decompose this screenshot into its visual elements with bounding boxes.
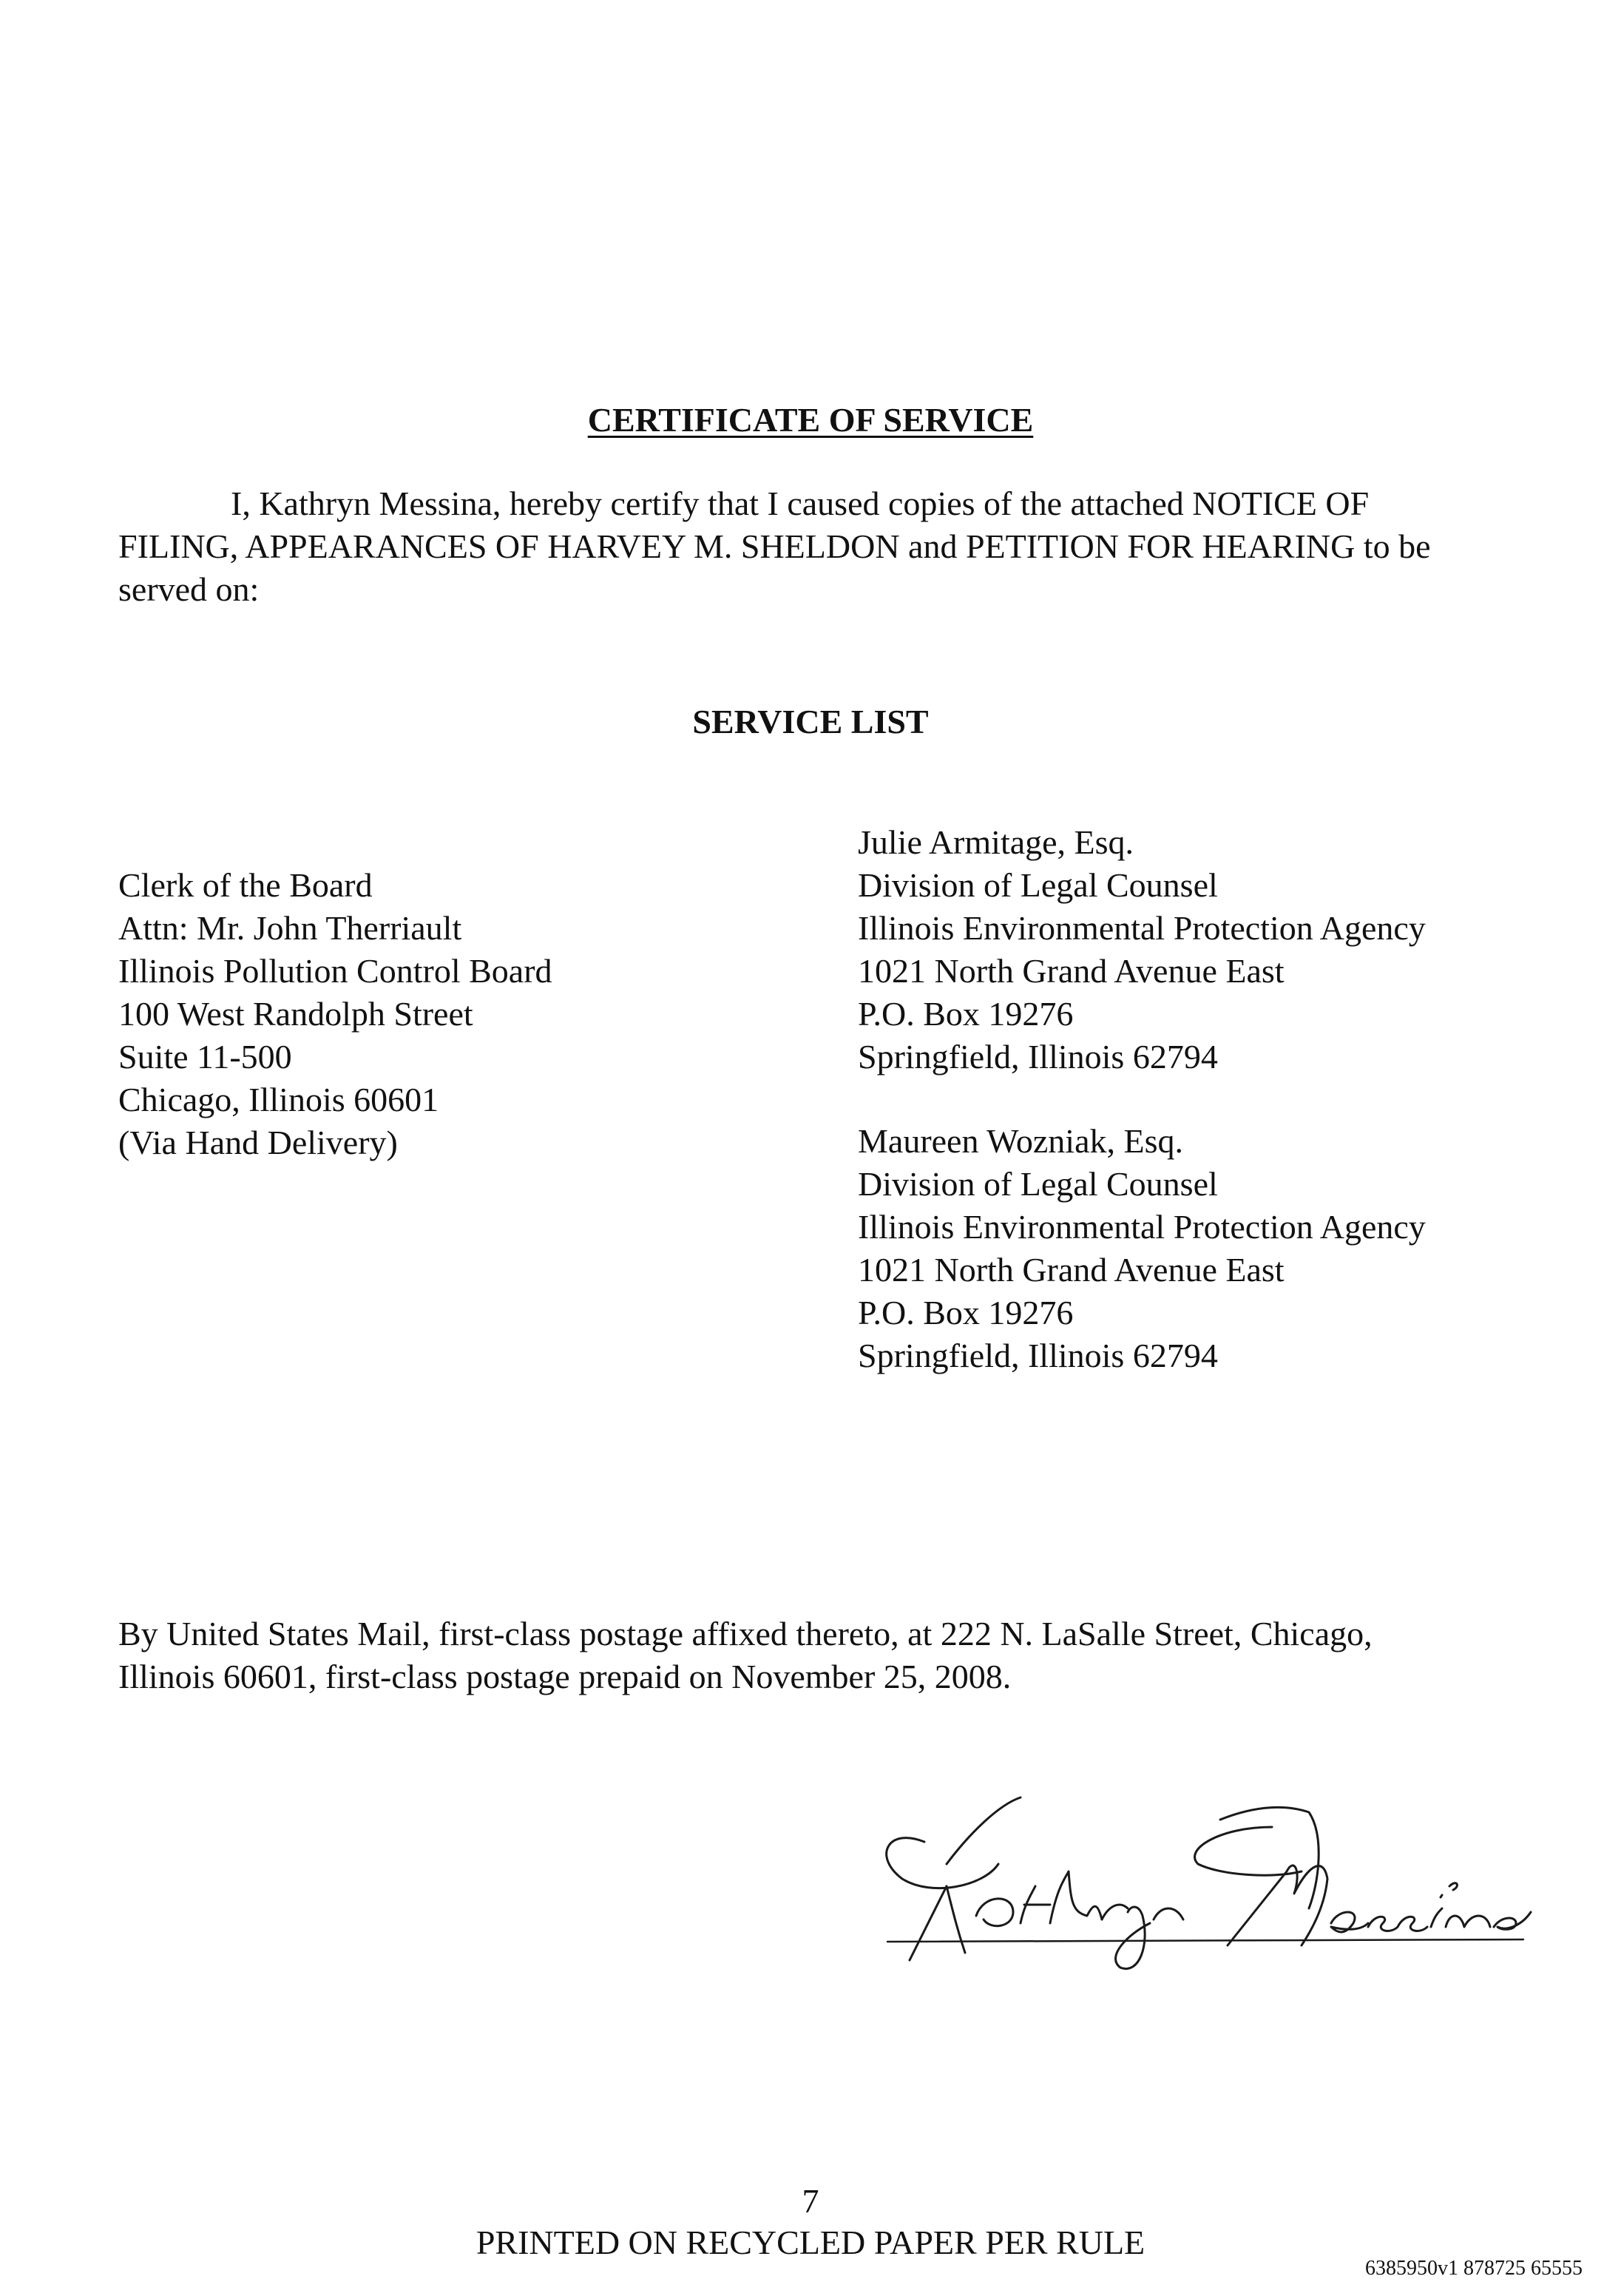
mailing-line: Illinois 60601, first-class postage prepaid on November 25, 2008. <box>118 1658 1012 1695</box>
recipient-julie-armitage <box>858 821 1426 1078</box>
signature-stroke <box>1446 1916 1490 1927</box>
address-line: Division of Legal Counsel <box>858 1165 1218 1203</box>
signature-stroke <box>1228 1866 1327 1945</box>
signature-stroke <box>947 1886 965 1953</box>
address-line: Suite 11-500 <box>118 1038 292 1076</box>
document-id: 6385950v1 878725 65555 <box>1365 2257 1583 2280</box>
page-number: 7 <box>802 2182 819 2220</box>
paragraph-line: FILING, APPEARANCES OF HARVEY M. SHELDON and PETITION FOR HEARING to be <box>118 527 1431 565</box>
signature-stroke <box>1102 1905 1128 1919</box>
recipient-maureen-wozniak <box>858 1120 1426 1377</box>
certificate-title <box>0 399 1621 441</box>
signature-stroke <box>910 1886 947 1960</box>
address-line: Chicago, Illinois 60601 <box>118 1081 439 1118</box>
signature-stroke <box>1431 1895 1442 1927</box>
signature-stroke <box>1154 1908 1183 1919</box>
certificate-title-text: CERTIFICATE OF SERVICE <box>587 401 1034 439</box>
service-list-title <box>0 701 1621 743</box>
address-line: Julie Armitage, Esq. <box>858 823 1134 861</box>
signature-stroke <box>1368 1917 1427 1931</box>
address-line: P.O. Box 19276 <box>858 1294 1074 1331</box>
paragraph-line: served on: <box>118 570 260 608</box>
paragraph-line: I, Kathryn Messina, hereby certify that I caused copies of the attached NOTICE OF <box>231 484 1370 522</box>
mailing-line: By United States Mail, first-class postage affixed thereto, at 222 N. LaSalle Street, Chicago, <box>118 1615 1373 1652</box>
footer-note: PRINTED ON RECYCLED PAPER PER RULE <box>476 2224 1145 2261</box>
certificate-paragraph <box>118 482 1568 611</box>
signature-stroke <box>1195 1827 1302 1875</box>
signature-stroke <box>887 1838 998 1888</box>
signature-stroke <box>1116 1907 1150 1969</box>
address-line: Clerk of the Board <box>118 866 373 904</box>
address-line: 1021 North Grand Avenue East <box>858 952 1285 990</box>
signature-stroke <box>976 1899 1013 1926</box>
mailing-statement <box>118 1613 1568 1698</box>
address-line: 100 West Randolph Street <box>118 995 473 1033</box>
handwritten-signature <box>873 1775 1538 1982</box>
signature-stroke <box>1331 1912 1368 1932</box>
address-line: Illinois Environmental Protection Agency <box>858 909 1426 947</box>
address-line: Attn: Mr. John Therriault <box>118 909 462 947</box>
recipient-clerk-of-board <box>118 864 552 1164</box>
signature-stroke <box>1494 1912 1531 1929</box>
address-line: Springfield, Illinois 62794 <box>858 1038 1218 1076</box>
address-line: P.O. Box 19276 <box>858 995 1074 1033</box>
signature-stroke <box>1449 1883 1457 1890</box>
signature-stroke <box>1050 1871 1102 1923</box>
address-line: Illinois Environmental Protection Agency <box>858 1208 1426 1246</box>
address-line: 1021 North Grand Avenue East <box>858 1251 1285 1289</box>
address-line: Maureen Wozniak, Esq. <box>858 1122 1183 1160</box>
signature-stroke <box>1021 1886 1050 1923</box>
address-line: Division of Legal Counsel <box>858 866 1218 904</box>
signature-stroke <box>887 1939 1523 1942</box>
signature-stroke <box>947 1797 1021 1864</box>
service-list-title-text: SERVICE LIST <box>692 703 929 740</box>
address-line: (Via Hand Delivery) <box>118 1124 398 1161</box>
address-line: Illinois Pollution Control Board <box>118 952 552 990</box>
address-line: Springfield, Illinois 62794 <box>858 1337 1218 1374</box>
